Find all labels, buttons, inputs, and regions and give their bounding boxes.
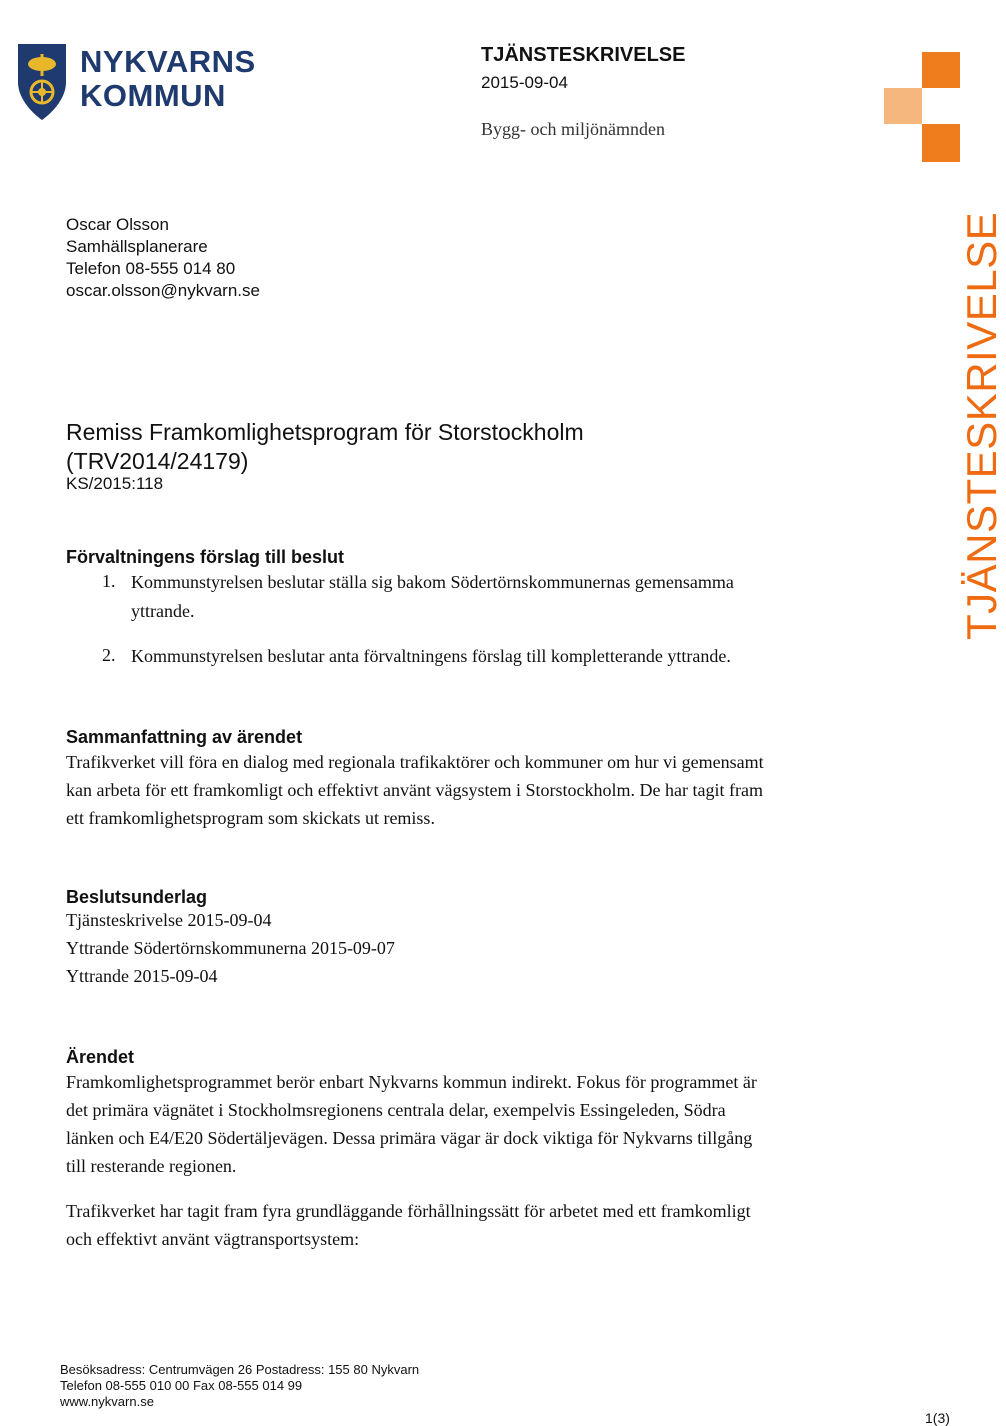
document-type: TJÄNSTESKRIVELSE [481,44,686,66]
contact-name: Oscar Olsson [66,215,169,234]
case-number: KS/2015:118 [66,474,164,493]
footer-website[interactable]: www.nykvarn.se [60,1394,154,1409]
basis-item: Tjänsteskrivelse 2015-09-04 [66,910,272,930]
summary-heading: Sammanfattning av ärendet [66,727,303,747]
list-item-text: Kommunstyrelsen beslutar anta förvaltningens förslag till kompletterande yttrande. [131,646,731,666]
basis-list [66,906,876,990]
text-line: Trafikverket har tagit fram fyra grundläggande förhållningssätt för arbetet med ett framkomligt [66,1201,751,1221]
text-line: till resterande regionen. [66,1156,237,1176]
text-line: det primära vägnätet i Stockholmsregionens centrala delar, exempelvis Essingeleden, Södra [66,1100,726,1120]
proposal-heading: Förvaltningens förslag till beslut [66,547,345,567]
contact-role: Samhällsplanerare [66,237,208,256]
text-line: Framkomlighetsprogrammet berör enbart Nykvarns kommun indirekt. Fokus för programmet är [66,1072,757,1092]
document-title-ref: (TRV2014/24179) [66,448,249,474]
text-line: Trafikverket vill föra en dialog med regionala trafikaktörer och kommuner om hur vi gemensamt [66,752,764,772]
list-item-text: Kommunstyrelsen beslutar ställa sig bakom Södertörnskommunernas gemensamma [131,572,734,592]
list-item-text-cont: yttrande. [131,601,195,621]
footer-phone: Telefon 08-555 010 00 Fax 08-555 014 99 [60,1378,303,1393]
text-line: länken och E4/E20 Södertäljevägen. Dessa primära vägar är dock viktiga för Nykvarns tillgång [66,1128,753,1148]
matter-heading: Ärendet [66,1047,135,1067]
basis-heading: Beslutsunderlag [66,887,208,907]
basis-item: Yttrande Södertörnskommunerna 2015-09-07 [66,938,395,958]
list-item-number: 1. [102,571,116,591]
coat-of-arms-icon [14,42,70,122]
basis-item: Yttrande 2015-09-04 [66,966,218,986]
summary-text [66,748,876,832]
contact-email[interactable]: oscar.olsson@nykvarn.se [66,281,260,300]
logo-line-2: KOMMUN [80,78,226,113]
contact-phone: Telefon 08-555 014 80 [66,259,236,278]
list-item-number: 2. [102,645,116,665]
text-line: kan arbeta för ett framkomligt och effektivt använt vägsystem i Storstockholm. De har tagit fram [66,780,763,800]
matter-paragraph-1 [66,1068,876,1180]
municipality-logo [14,40,256,120]
side-label: TJÄNSTESKRIVELSE [958,211,1005,640]
logo-line-1: NYKVARNS [80,44,256,79]
text-line: och effektivt använt vägtransportsystem: [66,1229,360,1249]
matter-paragraph-2 [66,1197,876,1253]
text-line: ett framkomlighetsprogram som skickats ut remiss. [66,808,435,828]
footer-address: Besöksadress: Centrumvägen 26 Postadress: 155 80 Nykvarn [60,1362,420,1377]
page-number: 1(3) [925,1410,950,1426]
document-title: Remiss Framkomlighetsprogram för Storstockholm [66,419,584,445]
document-date: 2015-09-04 [481,73,568,92]
department: Bygg- och miljönämnden [481,119,665,139]
